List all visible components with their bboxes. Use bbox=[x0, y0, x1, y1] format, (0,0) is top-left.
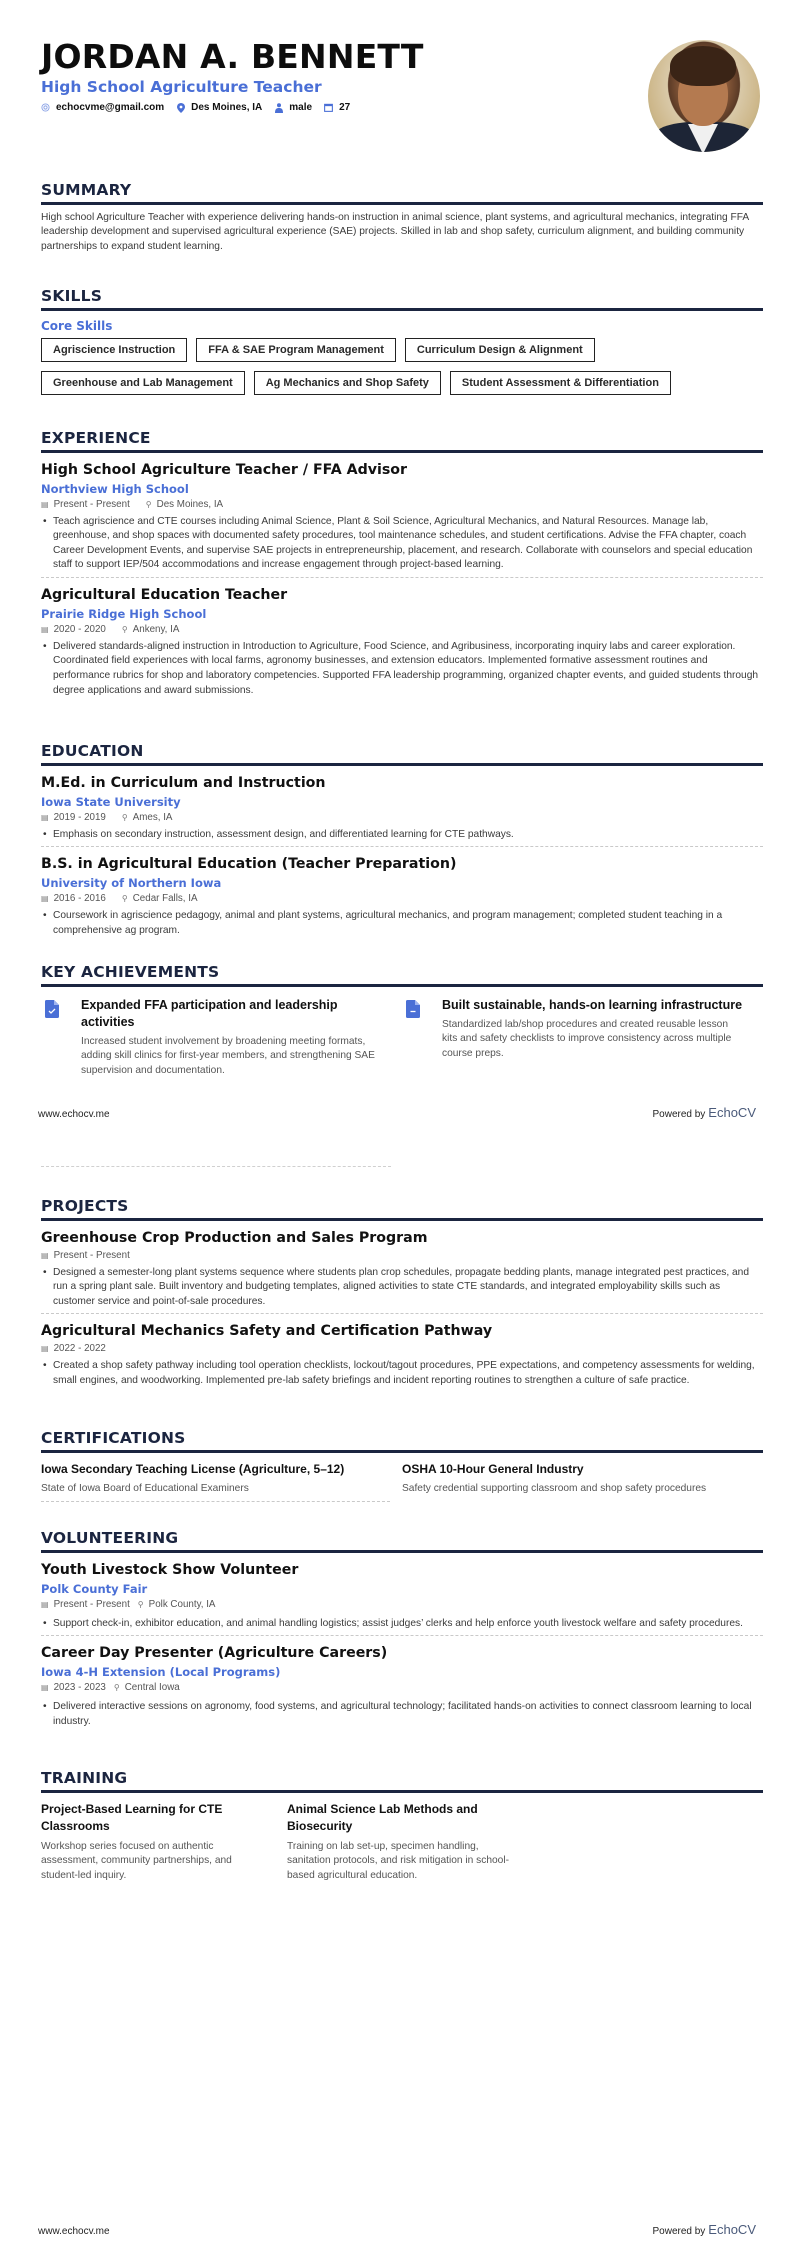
project-entry bbox=[41, 1322, 763, 1392]
section-heading: EXPERIENCE bbox=[41, 429, 151, 447]
job-title: Agricultural Education Teacher bbox=[41, 586, 288, 603]
volunteer-role: Youth Livestock Show Volunteer bbox=[41, 1561, 299, 1578]
institution: Iowa State University bbox=[41, 794, 181, 809]
skill-chip: Ag Mechanics and Shop Safety bbox=[254, 371, 441, 395]
map-pin-icon bbox=[176, 103, 185, 112]
section-heading: KEY ACHIEVEMENTS bbox=[41, 963, 220, 981]
section-divider bbox=[41, 1550, 763, 1553]
calendar-icon: ▤ bbox=[41, 1250, 49, 1260]
section-divider bbox=[41, 308, 763, 311]
calendar-icon: ▤ bbox=[41, 1344, 49, 1354]
calendar-icon: ▤ bbox=[41, 1683, 49, 1693]
training-desc: Workshop series focused on authentic assessment, community partnerships, and student-led inquiry. bbox=[41, 1840, 232, 1881]
powered-by: Powered by EchoCV bbox=[652, 2222, 756, 2237]
education-section bbox=[41, 741, 763, 942]
website-link[interactable]: www.echocv.me bbox=[38, 2226, 110, 2237]
volunteering-entry bbox=[41, 1561, 763, 1637]
project-title: Greenhouse Crop Production and Sales Program bbox=[41, 1229, 428, 1246]
contact-location: Des Moines, IA bbox=[176, 102, 262, 113]
skill-chip: FFA & SAE Program Management bbox=[196, 338, 396, 362]
section-heading: SKILLS bbox=[41, 287, 103, 305]
certification-title: Iowa Secondary Teaching License (Agriculture, 5–12) bbox=[41, 1461, 345, 1476]
training-desc: Training on lab set-up, specimen handling, sanitation protocols, and risk mitigation in school-based agricultural education. bbox=[287, 1840, 509, 1881]
calendar-icon bbox=[324, 103, 333, 112]
entry-meta: ▤ Present - Present bbox=[41, 1249, 130, 1261]
contact-gender: male bbox=[274, 102, 312, 113]
employer: Northview High School bbox=[41, 481, 189, 496]
section-heading: EDUCATION bbox=[41, 742, 144, 760]
calendar-icon: ▤ bbox=[41, 812, 49, 822]
volunteer-org: Polk County Fair bbox=[41, 1581, 148, 1596]
map-pin-icon: ⚲ bbox=[121, 624, 128, 634]
training-title: Animal Science Lab Methods and Biosecurity bbox=[287, 1801, 478, 1833]
candidate-title: High School Agriculture Teacher bbox=[41, 78, 322, 96]
entry-meta: ▤ 2019 - 2019 ⚲ Ames, IA bbox=[41, 811, 173, 823]
section-divider bbox=[41, 450, 763, 453]
certification-item bbox=[402, 1461, 763, 1502]
website-link[interactable]: www.echocv.me bbox=[38, 1109, 110, 1120]
skill-chip: Curriculum Design & Alignment bbox=[405, 338, 595, 362]
degree: M.Ed. in Curriculum and Instruction bbox=[41, 774, 326, 791]
entry-description: • Emphasis on secondary instruction, assessment design, and differentiated learning for CTE pathways. bbox=[41, 828, 763, 843]
page-footer bbox=[38, 1105, 756, 1120]
skill-chip: Agriscience Instruction bbox=[41, 338, 187, 362]
brand-logo: EchoCV bbox=[708, 1105, 756, 1120]
employer: Prairie Ridge High School bbox=[41, 606, 207, 621]
degree: B.S. in Agricultural Education (Teacher Preparation) bbox=[41, 856, 457, 873]
achievements-section bbox=[41, 962, 763, 1078]
achievement-item bbox=[402, 997, 763, 1079]
project-entry bbox=[41, 1229, 763, 1315]
experience-entry bbox=[41, 586, 763, 702]
calendar-icon: ▤ bbox=[41, 624, 49, 634]
contact-age: 27 bbox=[324, 102, 350, 113]
education-entry bbox=[41, 855, 763, 942]
certification-title: OSHA 10-Hour General Industry bbox=[402, 1461, 584, 1476]
achievement-title: Expanded FFA participation and leadership activities bbox=[81, 997, 338, 1029]
experience-section bbox=[41, 428, 763, 702]
certification-item bbox=[41, 1461, 402, 1502]
brand-logo: EchoCV bbox=[708, 2222, 756, 2237]
powered-by: Powered by EchoCV bbox=[652, 1105, 756, 1120]
experience-entry bbox=[41, 461, 763, 578]
training-title: Project-Based Learning for CTE Classrooms bbox=[41, 1801, 223, 1833]
skill-chip: Greenhouse and Lab Management bbox=[41, 371, 245, 395]
document-icon bbox=[406, 1000, 420, 1018]
document-check-icon bbox=[45, 1000, 59, 1018]
achievement-item bbox=[41, 997, 402, 1079]
contact-email[interactable]: echocvme@gmail.com bbox=[41, 102, 164, 113]
entry-description: • Designed a semester-long plant systems sequence where students plan crop schedules, propagate bedding plants, manage integrated pest practices, and run a spring plant sale. Built inventory and budgeting templates, aligned activities to state CTE standards, and integrated employability skills such as customer service and point-of-sale procedures. bbox=[41, 1266, 763, 1310]
map-pin-icon: ⚲ bbox=[145, 499, 152, 509]
user-icon bbox=[274, 103, 283, 112]
achievement-title: Built sustainable, hands-on learning infrastructure bbox=[442, 997, 743, 1012]
institution: University of Northern Iowa bbox=[41, 876, 222, 891]
map-pin-icon: ⚲ bbox=[113, 1683, 120, 1693]
summary-text: High school Agriculture Teacher with experience delivering hands-on instruction in animal science, plant systems, and agricultural mechanics, integrating FFA leadership development and supervised agricultural experience (SAE) projects. Skilled in lab and shop safety, curriculum alignment, and building community partnerships to expand student learning. bbox=[41, 211, 749, 252]
volunteer-org: Iowa 4-H Extension (Local Programs) bbox=[41, 1665, 281, 1680]
entry-description: • Created a shop safety pathway including tool operation checklists, lockout/tagout procedures, PPE expectations, and competency assessments for welding, small engines, and woodworking. Implemented pre-lab safety briefings and incident reporting routines to strengthen a culture of safe practice. bbox=[41, 1359, 763, 1388]
training-section bbox=[41, 1768, 763, 1883]
map-pin-icon: ⚲ bbox=[137, 1599, 144, 1609]
section-divider bbox=[41, 1790, 763, 1793]
entry-description: • Teach agriscience and CTE courses including Animal Science, Plant & Soil Science, Agricultural Mechanics, and Natural Resources. Manage lab, greenhouse, and shop spaces with documented safety procedures, tool maintenance schedules, and student certifications. Advise the FFA chapter, coach Career Development Events, and supervise SAE projects in entrepreneurship, placement, and research. Collaborate with counselors and special education staff to support IEP/504 accommodations and increase engagement through project-based learning. bbox=[41, 515, 763, 573]
skills-section bbox=[41, 286, 763, 404]
education-entry bbox=[41, 774, 763, 848]
section-divider bbox=[41, 1450, 763, 1453]
certifications-section bbox=[41, 1428, 763, 1502]
skills-group-label: Core Skills bbox=[41, 318, 113, 333]
certification-issuer: Safety credential supporting classroom and shop safety procedures bbox=[402, 1482, 707, 1494]
volunteering-entry bbox=[41, 1644, 763, 1733]
section-heading: TRAINING bbox=[41, 1769, 128, 1787]
summary-section bbox=[41, 180, 763, 254]
entry-description: • Delivered standards-aligned instruction in Introduction to Agriculture, Food Science, and Agribusiness, incorporating inquiry labs and career exploration. Coordinated field experiences with local farms, agronomy businesses, and extension educators. Implemented formative assessment routines and performance rubrics for shop and laboratory competencies. Supported FFA leadership programming, organized chapter events, and guided students through degree applications and award submissions. bbox=[41, 640, 763, 698]
entry-meta: ▤ 2022 - 2022 bbox=[41, 1343, 106, 1355]
job-title: High School Agriculture Teacher / FFA Advisor bbox=[41, 461, 408, 478]
training-item bbox=[41, 1801, 287, 1884]
profile-photo bbox=[648, 40, 760, 152]
achievement-desc: Standardized lab/shop procedures and created reusable lesson kits and safety checklists to improve consistency across multiple course preps. bbox=[442, 1018, 732, 1059]
map-pin-icon: ⚲ bbox=[121, 812, 128, 822]
section-heading: SUMMARY bbox=[41, 181, 132, 199]
training-list bbox=[41, 1801, 763, 1884]
entry-description: • Support check-in, exhibitor education, and animal handling logistics; assist judges’ clerks and help enforce youth livestock welfare and safety procedures. bbox=[41, 1617, 763, 1632]
section-heading: VOLUNTEERING bbox=[41, 1529, 179, 1547]
entry-meta: ▤ Present - Present ⚲ Polk County, IA bbox=[41, 1598, 216, 1610]
candidate-name: JORDAN A. BENNETT bbox=[41, 37, 424, 76]
page-footer bbox=[38, 2222, 756, 2237]
skills-list bbox=[41, 338, 763, 404]
entry-description: • Delivered interactive sessions on agronomy, food systems, and agricultural technology; facilitated hands-on activities to connect classroom learning to local industry. bbox=[41, 1700, 763, 1729]
project-title: Agricultural Mechanics Safety and Certification Pathway bbox=[41, 1323, 493, 1340]
at-icon bbox=[41, 103, 50, 112]
section-divider bbox=[41, 984, 763, 987]
calendar-icon: ▤ bbox=[41, 1599, 49, 1609]
map-pin-icon: ⚲ bbox=[121, 894, 128, 904]
section-divider bbox=[41, 202, 763, 205]
section-divider bbox=[41, 1218, 763, 1221]
training-item bbox=[287, 1801, 533, 1884]
section-heading: CERTIFICATIONS bbox=[41, 1429, 186, 1447]
calendar-icon: ▤ bbox=[41, 499, 49, 509]
section-divider bbox=[41, 763, 763, 766]
entry-meta: ▤ 2020 - 2020 ⚲ Ankeny, IA bbox=[41, 623, 180, 635]
certification-issuer: State of Iowa Board of Educational Examiners bbox=[41, 1482, 390, 1502]
certifications-list bbox=[41, 1461, 763, 1502]
entry-meta: ▤ 2023 - 2023 ⚲ Central Iowa bbox=[41, 1682, 180, 1694]
resume-page-2 bbox=[0, 1123, 794, 2246]
projects-section bbox=[41, 1196, 763, 1392]
section-heading: PROJECTS bbox=[41, 1197, 129, 1215]
entry-meta: ▤ Present - Present ⚲ Des Moines, IA bbox=[41, 498, 224, 510]
skill-chip: Student Assessment & Differentiation bbox=[450, 371, 671, 395]
calendar-icon: ▤ bbox=[41, 894, 49, 904]
achievement-desc: Increased student involvement by broadening meeting formats, adding skill clinics for first-year members, and strengthening SAE supervision and documentation. bbox=[81, 1035, 375, 1076]
achievements-list bbox=[41, 997, 763, 1079]
entry-meta: ▤ 2016 - 2016 ⚲ Cedar Falls, IA bbox=[41, 893, 198, 905]
entry-description: • Coursework in agriscience pedagogy, animal and plant systems, agricultural mechanics, and program management; completed student teaching in a comprehensive ag program. bbox=[41, 909, 763, 938]
volunteer-role: Career Day Presenter (Agriculture Careers) bbox=[41, 1645, 388, 1662]
volunteering-section bbox=[41, 1528, 763, 1733]
